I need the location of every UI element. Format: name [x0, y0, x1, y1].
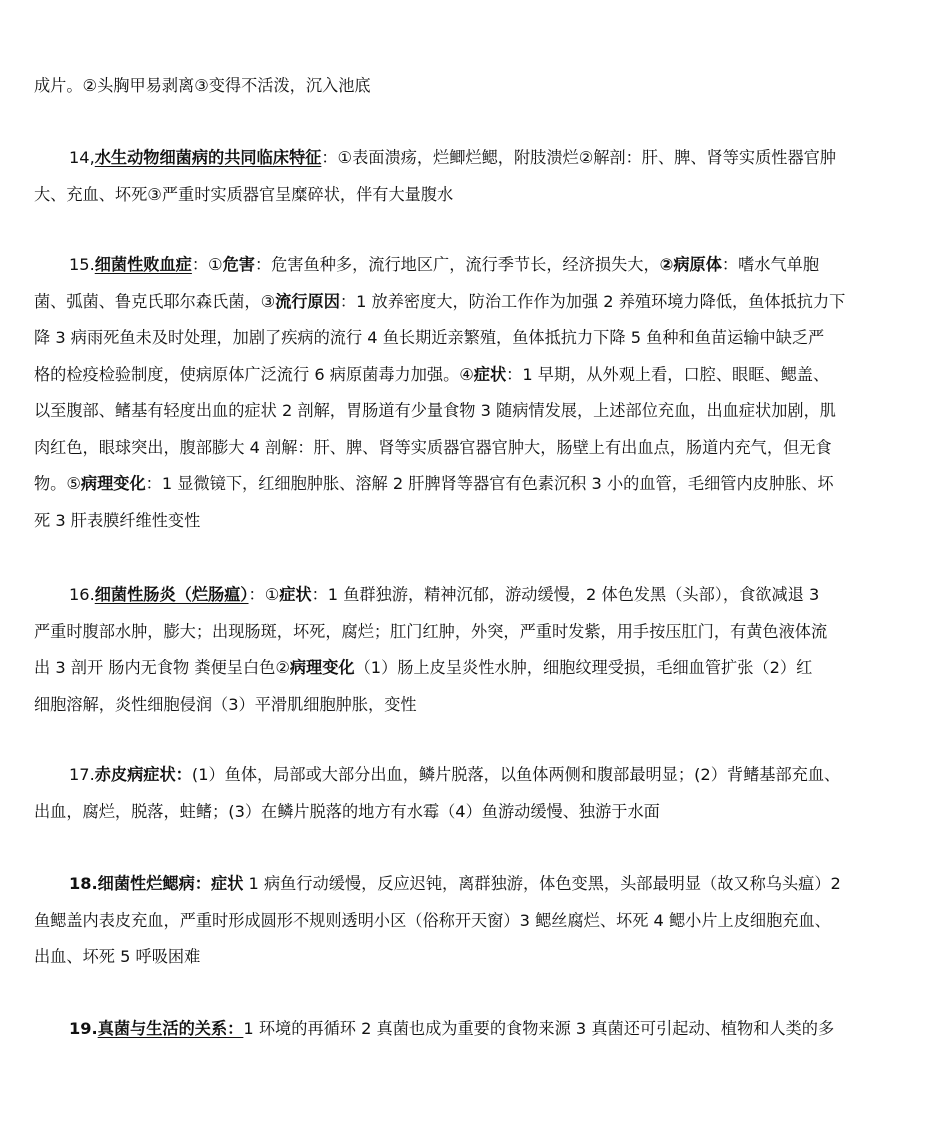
p17-number: 17.	[69, 765, 95, 784]
paragraph-14	[34, 140, 912, 213]
p16-line-4: 细胞溶解，炎性细胞侵润（3）平滑肌细胞肿胀，变性	[34, 694, 417, 714]
p19-text: 1 环境的再循环 2 真菌也成为重要的食物来源 3 真菌还可引起动、植物和人类的多	[243, 1019, 835, 1038]
p16-heading-symptom: 症状	[279, 585, 312, 604]
p17-line-1	[34, 757, 912, 794]
p15-line-8: 死 3 肝表膜纤维性变性	[34, 510, 201, 530]
p15-text: ：①	[191, 255, 223, 274]
paragraph-15	[34, 247, 912, 539]
p15-line-5: 以至腹部、鳍基有轻度出血的症状 2 剖解，胃肠道有少量食物 3 随病情发展，上述部位充血，出血症状加剧，肌	[34, 401, 836, 420]
p15-text: ：1 放养密度大，防治工作作为加强 2 养殖环境力降低，鱼体抵抗力下	[339, 291, 846, 311]
p18-line-1	[34, 866, 912, 903]
paragraph-17	[34, 757, 912, 830]
p15-line-7	[34, 466, 912, 503]
p15-line-2	[34, 284, 912, 321]
p15-line-1	[34, 247, 912, 284]
p15-heading-symptom: 症状	[473, 364, 507, 384]
p19-number: 19.	[69, 1019, 98, 1038]
p17-text: (1）鱼体，局部或大部分出血，鳞片脱落，以鱼体两侧和腹部最明显；(2）背鳍基部充血、	[191, 765, 841, 784]
p14-line-1	[34, 140, 912, 177]
p14-line-2: 大、充血、坏死③严重时实质器官呈糜碎状，伴有大量腹水	[34, 184, 454, 204]
paragraph-16	[34, 577, 912, 723]
p15-text: 格的检疫检验制度，使病原体广泛流行 6 病原菌毒力加强。④	[34, 364, 474, 384]
p16-number: 16.	[69, 585, 95, 604]
p19-title: 真菌与生活的关系：	[97, 1019, 244, 1038]
p15-line-3: 降 3 病雨死鱼未及时处理，加剧了疾病的流行 4 鱼长期近亲繁殖，鱼体抵抗力下降 5 鱼种和鱼苗运输中缺乏严	[34, 328, 825, 347]
p15-text: 菌、弧菌、鲁克氏耶尔森氏菌，③	[34, 291, 276, 311]
p15-text: ：嗜水气单胞	[721, 255, 820, 274]
p16-text: ：①	[248, 585, 280, 604]
p18-line-2: 鱼鳃盖内表皮充血，严重时形成圆形不规则透明小区（俗称开天窗）3 鳃丝腐烂、坏死 4 鳃小片上皮细胞充血、	[34, 910, 831, 930]
p14-line-1-rest: ：①表面溃疡，烂鲫烂鳃，附肢溃烂②解剖：肝、脾、肾等实质性器官肿	[321, 148, 837, 167]
p15-title: 细菌性败血症	[94, 255, 192, 274]
p19-line-1	[34, 1011, 912, 1048]
p18-text: 1 病鱼行动缓慢，反应迟钝，离群独游，体色变黑，头部最明显（故又称乌头瘟）2	[243, 874, 841, 893]
paragraph-13-continuation	[34, 68, 912, 105]
p14-title: 水生动物细菌病的共同临床特征	[94, 148, 322, 167]
p18-line-3: 出血、坏死 5 呼吸困难	[34, 947, 201, 966]
p15-line-4	[34, 357, 912, 394]
p17-line-2: 出血，腐烂，脱落，蛀鳍；(3）在鳞片脱落的地方有水霉（4）鱼游动缓慢、独游于水面	[34, 801, 660, 821]
p16-text: ：1 鱼群独游，精神沉郁，游动缓慢，2 体色发黑（头部），食欲减退 3	[311, 585, 820, 604]
p15-text: ：1 早期，从外观上看，口腔、眼眶、鳃盖、	[506, 364, 830, 384]
p15-heading-pathology: 病理变化	[80, 474, 146, 493]
p18-title: 18.细菌性烂鳃病：症状	[69, 874, 244, 893]
p15-line-6: 肉红色，眼球突出，腹部膨大 4 剖解：肝、脾、肾等实质器官器官肿大，肠壁上有出血点，肠道内充气，但无食	[34, 437, 832, 457]
p16-line-1	[34, 577, 912, 614]
p16-text: 出 3 剖开 肠内无食物 粪便呈白色②	[34, 658, 290, 677]
p17-title: 赤皮病症状：	[94, 765, 192, 784]
p15-text: 物。⑤	[34, 474, 81, 493]
p16-text: （1）肠上皮呈炎性水肿，细胞纹理受损，毛细血管扩张（2）红	[354, 658, 813, 677]
paragraph-19	[34, 1011, 912, 1048]
p16-line-2: 严重时腹部水肿，膨大；出现肠斑，坏死，腐烂；肛门红肿，外突，严重时发紫，用手按压肛门，有黄色液体流	[34, 621, 828, 641]
p14-number: 14,	[69, 148, 95, 167]
p16-line-3	[34, 650, 912, 687]
p16-title: 细菌性肠炎（烂肠瘟）	[94, 585, 249, 604]
paragraph-18	[34, 866, 912, 976]
p15-heading-cause: 流行原因	[275, 291, 340, 311]
p15-text: ：危害鱼种多，流行地区广，流行季节长，经济损失大，	[254, 255, 660, 274]
p15-heading-pathogen: ②病原体	[659, 255, 722, 274]
p13-line-1: 成片。②头胸甲易剥离③变得不活泼，沉入池底	[34, 76, 371, 95]
p15-heading-danger: 危害	[222, 255, 255, 274]
p15-number: 15.	[69, 255, 95, 274]
p15-text: ：1 显微镜下，红细胞肿胀、溶解 2 肝脾肾等器官有色素沉积 3 小的血管，毛细管内皮肿胀、坏	[145, 474, 834, 493]
p16-heading-pathology: 病理变化	[289, 658, 355, 677]
